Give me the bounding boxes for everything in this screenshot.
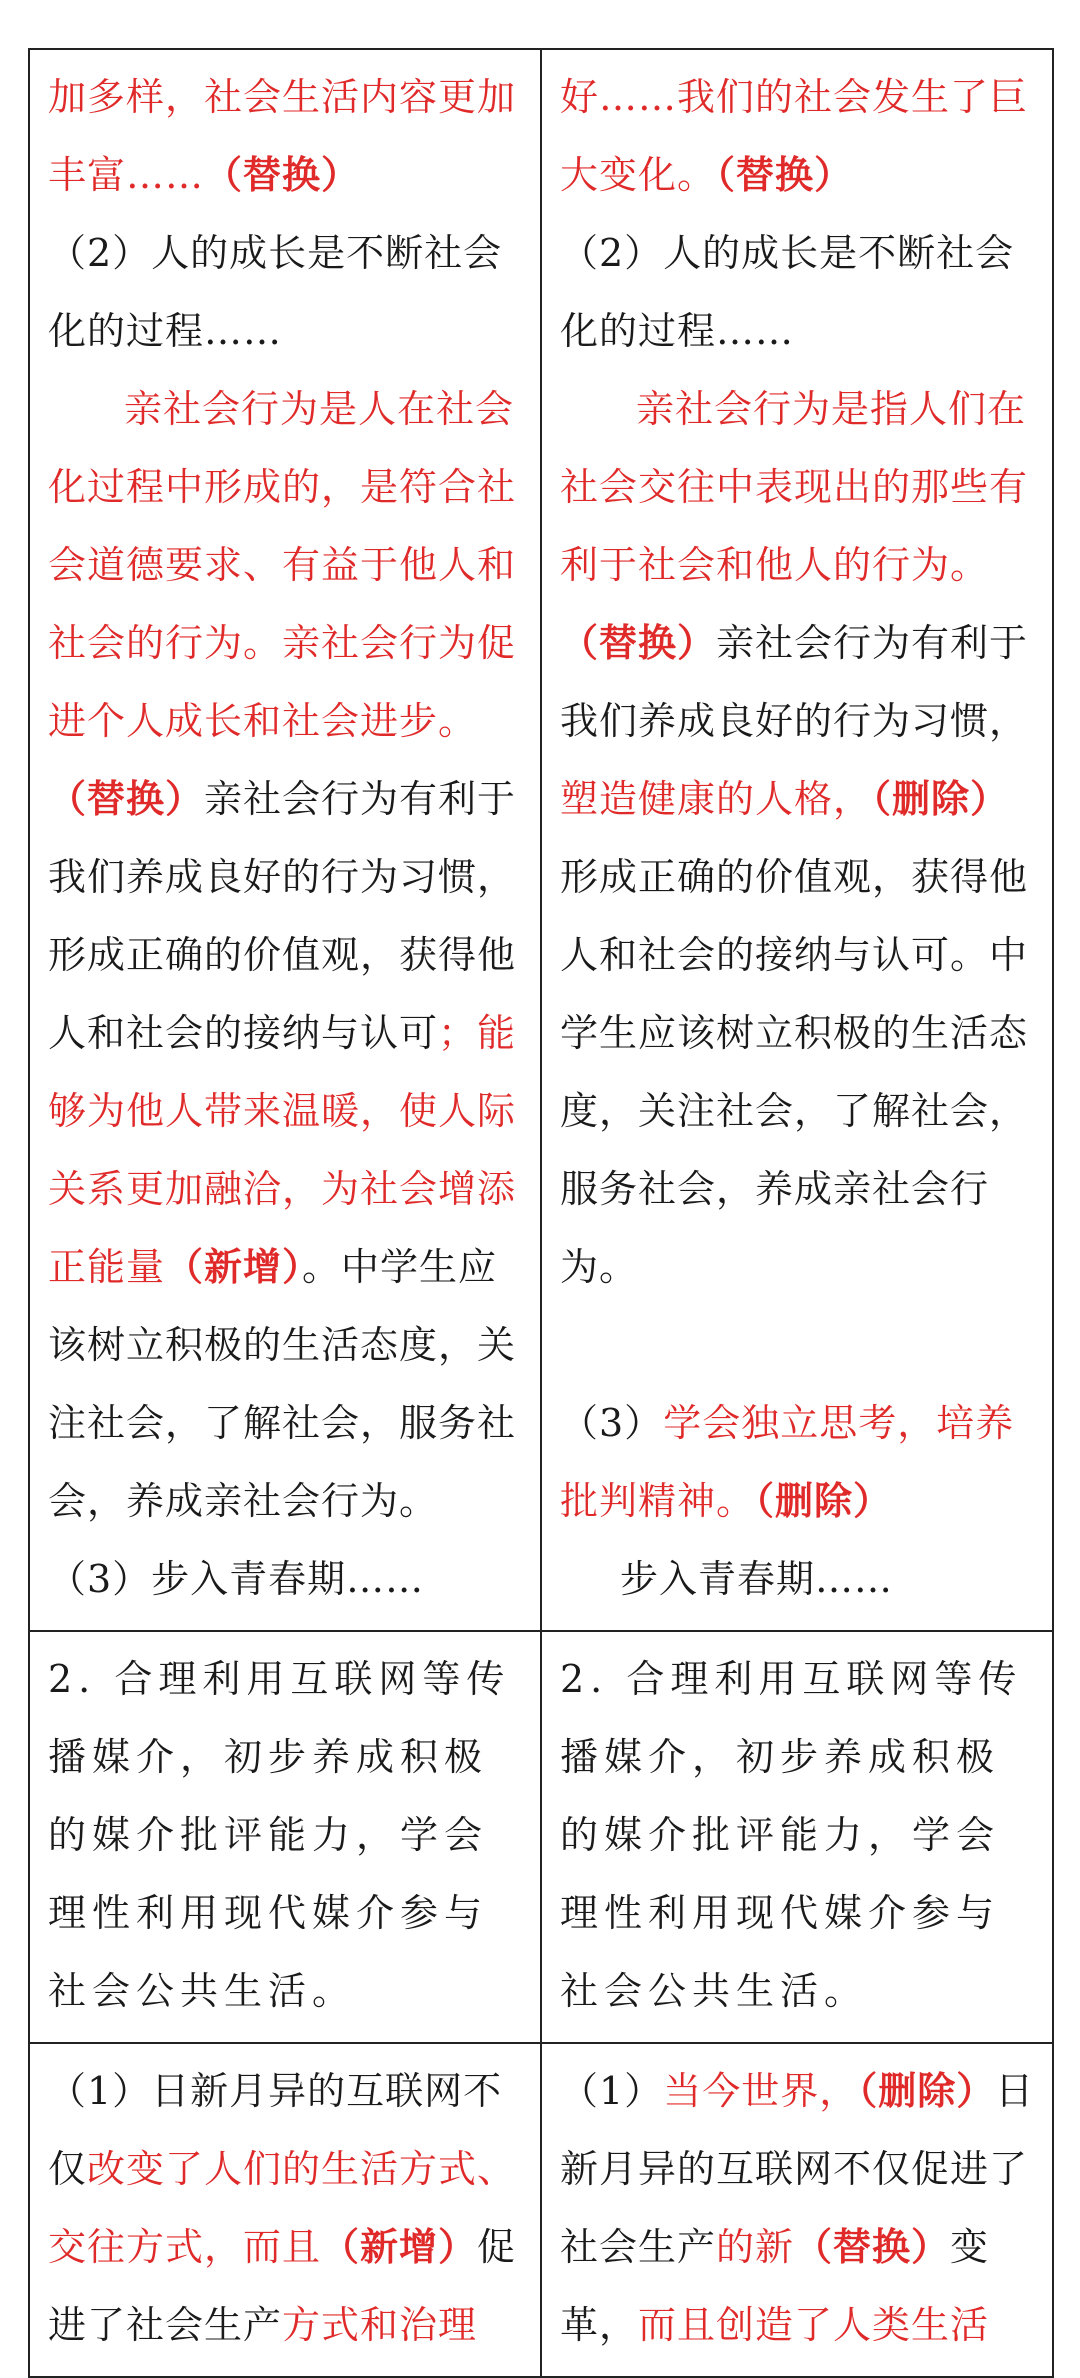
edit-tag: （替换） <box>560 620 717 665</box>
red-text: ；能够为他人带来温暖，使人际关系更加融洽，为社会增添正能量 <box>48 1011 517 1289</box>
comparison-table <box>28 48 1054 2378</box>
right-cell <box>541 1631 1053 2043</box>
body-text: 日新月异的互联网不仅促进了社会生产 <box>560 2069 1035 2269</box>
paragraph <box>560 370 1036 1306</box>
edit-tag: （替换） <box>794 2224 951 2269</box>
right-cell <box>541 2043 1053 2377</box>
paragraph: 2. 合理利用互联网等传播媒介，初步养成积极的媒介批评能力，学会理性利用现代媒介参与社会公共生活。 <box>48 1657 511 2013</box>
paragraph <box>560 58 1036 214</box>
paragraph <box>560 2052 1036 2364</box>
body-text: 。中学生应该树立积极的生活态度，关注社会，了解社会，服务社会，养成亲社会行为。 <box>48 1245 517 1523</box>
paragraph <box>48 58 524 214</box>
paragraph: 步入青春期…… <box>620 1557 894 1601</box>
red-text: 好……我们的社会发生了巨大变化。 <box>560 75 1029 197</box>
edit-tag: （删除） <box>858 2068 996 2113</box>
red-text: 改变了人们的生活方式、交往方式，而且 <box>48 2147 517 2269</box>
spacer <box>560 1306 1036 1384</box>
left-cell <box>29 2043 541 2377</box>
left-cell <box>29 49 541 1631</box>
red-text: 学会独立思考，培养批判精神。 <box>560 1401 1015 1523</box>
body-text: （1） <box>560 2069 664 2113</box>
red-text: 加多样，社会生活内容更加丰富…… <box>48 75 517 197</box>
table-row <box>29 49 1053 1631</box>
body-text: 促进了社会生产 <box>48 2225 517 2347</box>
table-row <box>29 1631 1053 2043</box>
red-text: 的新 <box>716 2225 795 2269</box>
right-cell <box>541 49 1053 1631</box>
paragraph: （3）步入青春期…… <box>48 1557 425 1601</box>
body-text: （3） <box>560 1401 664 1445</box>
edit-tag: （删除） <box>755 1478 893 1523</box>
red-text: 亲社会行为是指人们在社会交往中表现出的那些有利于社会和他人的行为。 <box>560 387 1029 587</box>
red-text: 当今世界， <box>663 2069 859 2113</box>
edit-tag: （替换） <box>716 152 854 197</box>
edit-tag: （删除） <box>872 776 1010 821</box>
edit-tag: （替换） <box>204 152 361 197</box>
edit-tag: （替换） <box>48 776 205 821</box>
paragraph <box>48 370 524 1540</box>
paragraph: （2）人的成长是不断社会化的过程…… <box>560 231 1015 353</box>
red-text: 塑造健康的人格， <box>560 777 873 821</box>
paragraph: 2. 合理利用互联网等传播媒介，初步养成积极的媒介批评能力，学会理性利用现代媒介参与社会公共生活。 <box>560 1657 1023 2013</box>
paragraph: （2）人的成长是不断社会化的过程…… <box>48 231 503 353</box>
body-text: 变革， <box>560 2225 990 2347</box>
edit-tag: （新增） <box>165 1244 303 1289</box>
table-row <box>29 2043 1053 2377</box>
paragraph <box>48 2052 524 2364</box>
red-text: 方式和治理 <box>282 2303 478 2347</box>
body-text: 亲社会行为有利于我们养成良好的行为习惯，形成正确的价值观，获得他人和社会的接纳与认可 <box>48 777 517 1055</box>
body-text: （1）日新月异的互联网不仅 <box>48 2069 503 2191</box>
red-text: 亲社会行为是人在社会化过程中形成的，是符合社会道德要求、有益于他人和社会的行为。亲社会行为促进个人成长和社会进步。 <box>48 387 517 743</box>
body-text: 亲社会行为有利于我们养成良好的行为习惯， <box>560 621 1029 743</box>
left-cell <box>29 1631 541 2043</box>
edit-tag: （新增） <box>321 2224 478 2269</box>
body-text: 形成正确的价值观，获得他人和社会的接纳与认可。中学生应该树立积极的生活态度，关注社会，了解社会，服务社会，养成亲社会行为。 <box>560 855 1029 1289</box>
paragraph <box>560 1384 1036 1540</box>
red-text: 而且创造了人类生活 <box>638 2303 990 2347</box>
